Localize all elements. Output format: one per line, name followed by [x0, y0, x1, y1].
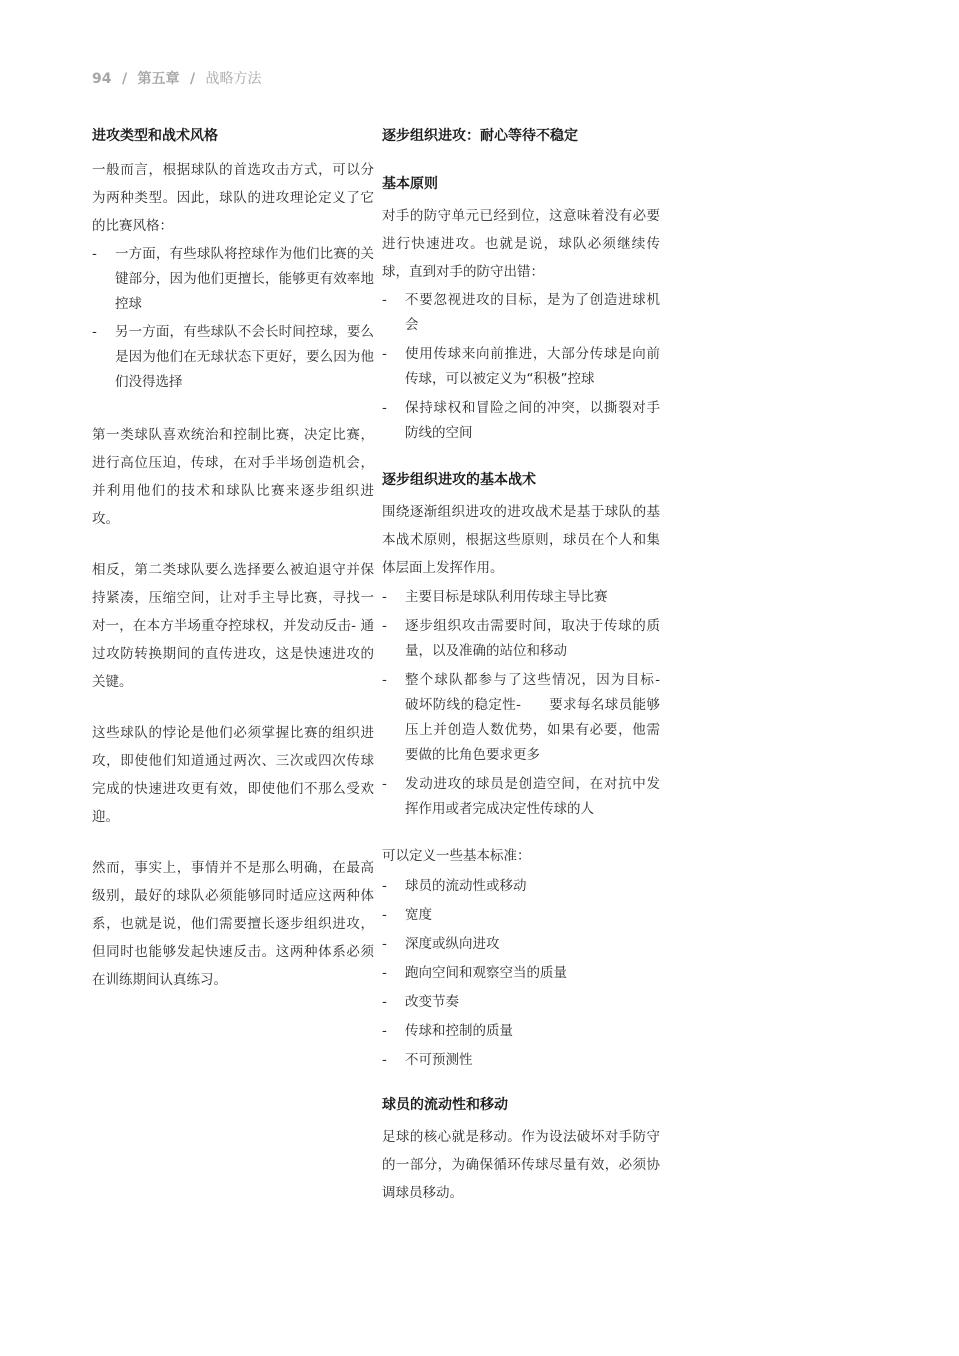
- list-item: - 整个球队都参与了这些情况，因为目标- 破坏防线的稳定性- 要求每名球员能够压上并创造人数优势，如果有必要，他需要做的比角色要求更多: [382, 668, 660, 768]
- header-separator: /: [189, 71, 196, 87]
- heading-gradual-attack: 逐步组织进攻：耐心等待不稳定: [382, 128, 578, 144]
- list-item: - 传球和控制的质量: [382, 1019, 660, 1044]
- paragraph-conclusion: 然而，事实上，事情并不是那么明确，在最高级别，最好的球队必须能够同时适应这两种体系，也就是说，他们需要擅长逐步组织进攻，但同时也能够发起快速反击。这两种体系必须在训练期间认真练习。: [92, 860, 374, 988]
- page-number: 94: [92, 71, 112, 87]
- chapter-label: 第五章: [137, 71, 180, 87]
- list-item: - 球员的流动性或移动: [382, 874, 660, 899]
- list-item: - 另一方面，有些球队不会长时间控球，要么是因为他们在无球状态下更好，要么因为他们没得选择: [92, 320, 374, 395]
- paragraph-criteria: 可以定义一些基本标准：: [382, 848, 531, 864]
- list-item: - 跑向空间和观察空当的质量: [382, 961, 660, 986]
- left-column: [92, 124, 374, 994]
- list-item: - 使用传球来向前推进，大部分传球是向前传球，可以被定义为“积极”控球: [382, 342, 660, 392]
- list-criteria: [382, 874, 660, 1073]
- list-team-types: [92, 242, 374, 395]
- heading-attack-types: 进攻类型和战术风格: [92, 128, 218, 144]
- paragraph-tactics: 围绕逐渐组织进攻的进攻战术是基于球队的基本战术原则，根据这些原则，球员在个人和集体层面上发挥作用。: [382, 504, 660, 576]
- paragraph-mobility: 足球的核心就是移动。作为设法破坏对手防守的一部分，为确保循环传球尽量有效，必须协调球员移动。: [382, 1129, 660, 1201]
- header-separator: /: [121, 71, 128, 87]
- list-item: - 改变节奏: [382, 990, 660, 1015]
- paragraph-second-type: 相反，第二类球队要么选择要么被迫退守并保持紧凑，压缩空间，让对手主导比赛，寻找一对一，在本方半场重夺控球权，并发动反击- 通过攻防转换期间的直传进攻，这是快速进攻的关键。: [92, 562, 374, 690]
- heading-basic-principles: 基本原则: [382, 176, 438, 192]
- list-item: - 主要目标是球队利用传球主导比赛: [382, 585, 660, 610]
- list-item: - 宽度: [382, 903, 660, 928]
- list-item: - 不可预测性: [382, 1048, 660, 1073]
- paragraph-intro: 一般而言，根据球队的首选攻击方式，可以分为两种类型。因此，球队的进攻理论定义了它的比赛风格：: [92, 162, 374, 234]
- heading-basic-tactics: 逐步组织进攻的基本战术: [382, 472, 536, 488]
- paragraph-principles: 对手的防守单元已经到位，这意味着没有必要进行快速进攻。也就是说，球队必须继续传球，直到对手的防守出错：: [382, 208, 660, 280]
- paragraph-first-type: 第一类球队喜欢统治和控制比赛，决定比赛，进行高位压迫，传球，在对手半场创造机会，并利用他们的技术和球队比赛来逐步组织进攻。: [92, 427, 374, 527]
- running-header: [92, 68, 262, 88]
- list-item: - 深度或纵向进攻: [382, 932, 660, 957]
- heading-player-mobility: 球员的流动性和移动: [382, 1097, 508, 1113]
- list-item: - 逐步组织攻击需要时间，取决于传球的质量，以及准确的站位和移动: [382, 614, 660, 664]
- list-item: - 发动进攻的球员是创造空间，在对抗中发挥作用或者完成决定性传球的人: [382, 772, 660, 822]
- right-column: [382, 124, 687, 1207]
- list-principles: [382, 288, 660, 446]
- list-item: - 不要忽视进攻的目标，是为了创造进球机会: [382, 288, 660, 338]
- list-item: - 一方面，有些球队将控球作为他们比赛的关键部分，因为他们更擅长，能够更有效率地控球: [92, 242, 374, 317]
- list-item: - 保持球权和冒险之间的冲突，以撕裂对手防线的空间: [382, 396, 660, 446]
- list-tactics: [382, 585, 687, 822]
- section-label: 战略方法: [205, 71, 262, 87]
- paragraph-paradox: 这些球队的悖论是他们必须掌握比赛的组织进攻，即使他们知道通过两次、三次或四次传球完成的快速进攻更有效，即使他们不那么受欢迎。: [92, 725, 374, 825]
